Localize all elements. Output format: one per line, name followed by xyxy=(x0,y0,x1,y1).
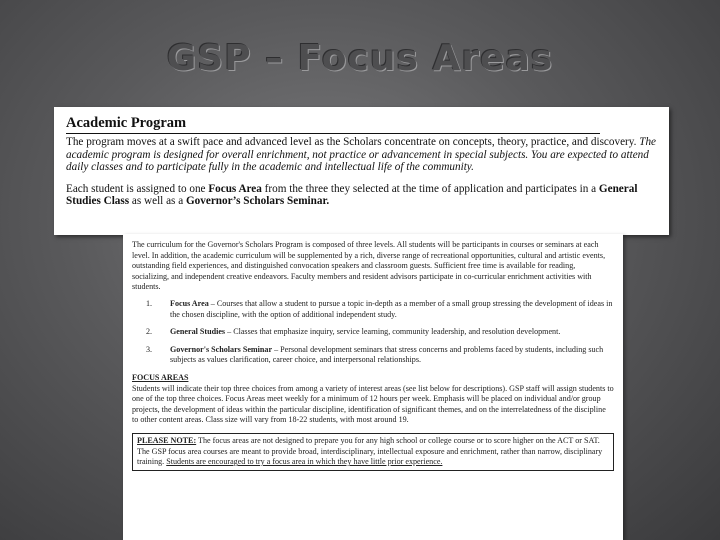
list-item xyxy=(132,345,614,366)
please-note-text: The focus areas are not designed to prepare you for any high school or college course or to score higher on the ACT or SAT. The GSP focus area courses are meant to provide broad, interdisciplinary, intellectual exposure and enrichment, rather than narrow, disciplinary training. xyxy=(137,435,603,467)
slide-title: GSP – Focus Areas xyxy=(166,38,554,79)
general-studies-term: General Studies Class xyxy=(66,182,638,208)
academic-intro-text: The program moves at a swift pace and advanced level as the Scholars concentrate on concepts, theory, practice, and discovery. xyxy=(66,136,637,148)
focus-areas-heading: FOCUS AREAS xyxy=(132,372,189,382)
list-item-number: 2. xyxy=(146,327,153,337)
assignment-text-c: as well as a xyxy=(131,195,184,208)
list-item xyxy=(132,327,614,338)
list-item-text xyxy=(170,299,614,320)
academic-program-heading: Academic Program xyxy=(66,115,600,134)
list-item-desc: – Personal development seminars that stress concerns and problems faced by students, including such subjects as values clarification, career choice, and interpersonal relationships. xyxy=(170,344,604,365)
please-note-label: PLEASE NOTE: xyxy=(137,435,197,445)
curriculum-excerpt xyxy=(123,234,623,540)
focus-assignment-paragraph xyxy=(66,183,659,208)
list-item xyxy=(132,299,614,320)
assignment-text-b: from the three they selected at the time of application and participates in a xyxy=(264,182,597,195)
seminar-term: Governor’s Scholars Seminar. xyxy=(185,195,330,208)
curriculum-levels-list xyxy=(132,299,614,366)
please-note-box xyxy=(132,433,614,471)
assignment-text-a: Each student is assigned to one xyxy=(66,182,206,195)
focus-areas-body: Students will indicate their top three choices from among a variety of interest areas (see list below for descriptions). GSP staff will assign students to one of the top three choices. Focus Areas meet weekly for a minimum of 12 hours per week. Emphasis will be placed on individual and/or group projects, the development of ideas within the particular discipline, identification of significant themes, and on the interrelatedness of the discipline to other content areas. Class size will vary from 18-22 students, with most around 19. xyxy=(132,383,614,425)
list-item-text xyxy=(170,345,614,366)
list-item-term: General Studies xyxy=(170,327,226,337)
academic-italic-text: The academic program is designed for overall enrichment, not practice or advancement in special subjects. You are expected to attend daily classes and to participate fully in the academic and intellectual life of the community. xyxy=(66,136,657,174)
list-item-text xyxy=(170,327,614,338)
list-item-desc: – Classes that emphasize inquiry, service learning, community leadership, and resolution development. xyxy=(225,327,561,337)
focus-area-term: Focus Area xyxy=(208,182,262,195)
list-item-term: Governor's Scholars Seminar xyxy=(170,344,273,354)
academic-program-excerpt xyxy=(54,107,669,235)
curriculum-intro: The curriculum for the Governor's Scholars Program is composed of three levels. All students will be participants in courses or seminars at each level. In addition, the academic curriculum will be supplemented by a rich, diverse range of recreational opportunities, cultural and artistic events, outstanding field experiences, and distinguished convocation speakers and classroom guests. Sufficient free time is available for reading, socializing, and independent creative endeavors. Faculty members and resident advisors participate in co-curricular enrichment activities with students. xyxy=(132,240,606,292)
list-item-term: Focus Area xyxy=(170,298,209,308)
list-item-number: 1. xyxy=(146,298,153,308)
academic-program-paragraph xyxy=(66,136,659,174)
please-note-underlined: Students are encouraged to try a focus area in which they have little prior experience. xyxy=(166,457,443,467)
list-item-number: 3. xyxy=(146,344,153,354)
list-item-desc: – Courses that allow a student to pursue a topic in-depth as a member of a small group stressing the development of ideas in the chosen discipline, with the option of additional independent study. xyxy=(170,298,613,319)
